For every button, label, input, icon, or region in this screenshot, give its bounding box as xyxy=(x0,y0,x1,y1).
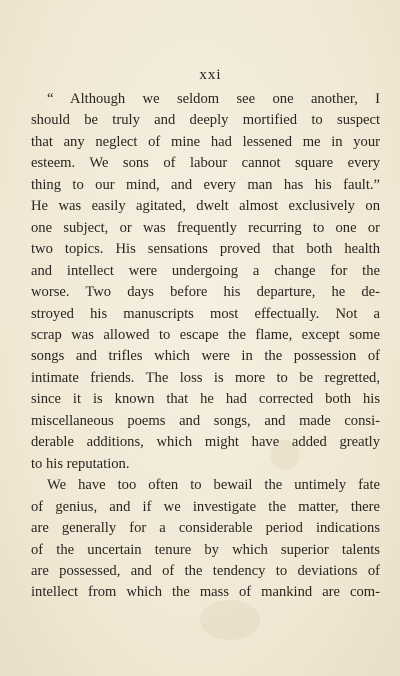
paper-stain xyxy=(200,600,260,640)
text-line: miscellaneous poems and songs, and made consi- xyxy=(31,412,380,429)
text-line: songs and trifles which were in the possession of xyxy=(31,348,380,365)
text-line: esteem. We sons of labour cannot square every xyxy=(31,155,380,172)
text-line: two topics. His sensations proved that both health xyxy=(31,241,380,258)
text-line: one subject, or was frequently recurring to one or xyxy=(31,219,380,236)
text-line: He was easily agitated, dwelt almost exclusively on xyxy=(31,198,380,215)
text-line: We have too often to bewail the untimely fate xyxy=(47,477,380,494)
text-line: worse. Two days before his departure, he de- xyxy=(31,284,380,301)
page-number: xxi xyxy=(199,67,222,83)
text-line: derable additions, which might have added greatly xyxy=(31,434,380,451)
text-line: are possessed, and of the tendency to deviations of xyxy=(31,562,380,579)
paragraph-1 xyxy=(31,89,380,475)
text-line: of genius, and if we investigate the matter, there xyxy=(31,498,380,515)
text-line: and intellect were undergoing a change for the xyxy=(31,262,380,279)
text-line: thing to our mind, and every man has his fault.” xyxy=(31,176,380,193)
paragraph-2 xyxy=(31,475,380,604)
text-line: “ Although we seldom see one another, I xyxy=(47,91,380,107)
text-line: of the uncertain tenure by which superior talents xyxy=(31,541,380,558)
text-line: that any neglect of mine had lessened me in your xyxy=(31,133,380,150)
text-line: stroyed his manuscripts most effectually. Not a xyxy=(31,305,380,322)
paper-stain xyxy=(270,440,300,470)
text-line: since it is known that he had corrected both his xyxy=(31,391,380,408)
text-line: should be truly and deeply mortified to suspect xyxy=(31,112,380,129)
text-line: scrap was allowed to escape the flame, except some xyxy=(31,326,380,343)
text-line: are generally for a considerable period indications xyxy=(31,520,380,537)
text-line: intellect from which the mass of mankind are com- xyxy=(31,584,380,601)
text-line: to his reputation. xyxy=(31,455,130,472)
text-line: intimate friends. The loss is more to be regretted, xyxy=(31,369,380,386)
